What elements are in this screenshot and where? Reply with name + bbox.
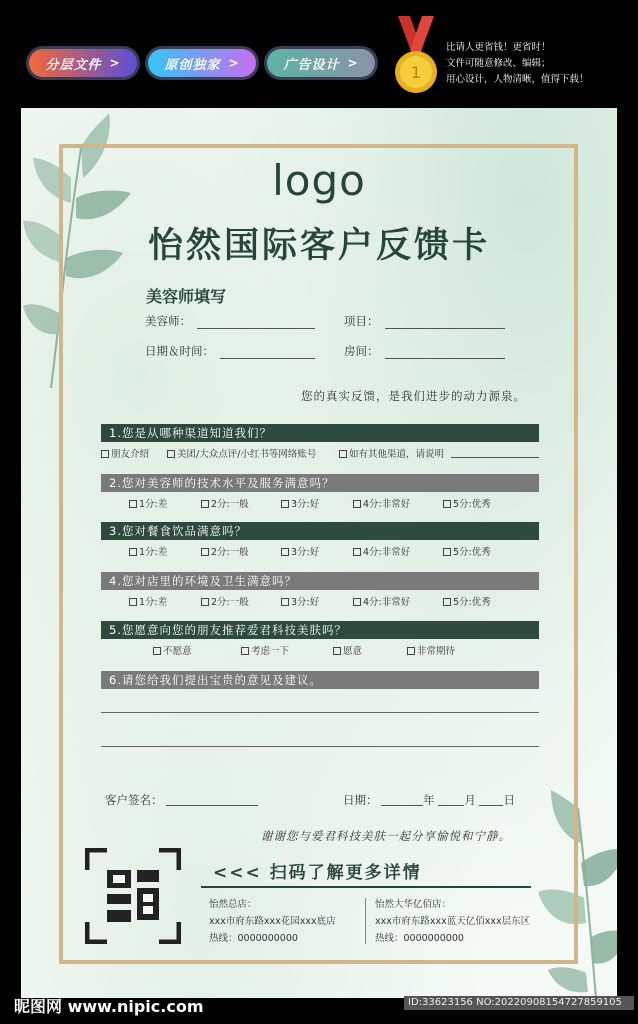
button-label: 分层文件 [45, 57, 102, 73]
promo-line: 比请人更省钱！更省时！ [446, 42, 551, 53]
blank-line[interactable] [220, 345, 315, 359]
layered-file-button[interactable] [26, 46, 140, 80]
room-field [344, 343, 505, 359]
checkbox[interactable] [333, 647, 341, 655]
blank-line[interactable] [438, 794, 464, 806]
blank-line[interactable] [479, 794, 503, 806]
question-2: 2.您对美容师的技术水平及服务满意吗？ [101, 474, 539, 492]
option-score[interactable] [353, 496, 410, 510]
option-score[interactable] [129, 544, 167, 558]
divider [201, 886, 531, 888]
blank-line[interactable] [451, 457, 539, 458]
question-4: 4.您对店里的环境及卫生满意吗？ [101, 572, 539, 590]
option-score[interactable] [353, 594, 410, 608]
checkbox[interactable] [443, 548, 451, 556]
question-5-options [153, 643, 543, 657]
date-month-label: 月 [464, 793, 476, 807]
store-main-info [209, 896, 336, 947]
option-label: 5分:优秀 [453, 547, 491, 558]
option-label: 1分:差 [139, 597, 168, 608]
store-address: xxx市府东路xxx蓝天亿佰xxx层东区 [375, 916, 531, 927]
promo-text [446, 40, 589, 88]
promo-line: 文件可随意修改、编辑； [446, 58, 551, 69]
option-label: 3分:好 [291, 597, 320, 608]
option-score[interactable] [129, 496, 167, 510]
svg-text:1: 1 [410, 63, 422, 82]
checkbox[interactable] [129, 548, 137, 556]
option-label: 2分:一般 [211, 547, 249, 558]
option-score[interactable] [281, 496, 319, 510]
checkbox[interactable] [201, 598, 209, 606]
store-name: 怡然总店： [209, 899, 257, 910]
page-title: 怡然国际客户反馈卡 [147, 226, 490, 266]
datetime-field [145, 343, 315, 359]
blank-line[interactable] [381, 794, 423, 806]
question-1: 1.您是从哪种渠道知道我们？ [101, 424, 539, 442]
qr-code-icon[interactable] [85, 848, 181, 944]
date-year-label: 年 [423, 793, 435, 807]
field-label: 日期： [343, 793, 378, 807]
option-score[interactable] [281, 544, 319, 558]
option-friend[interactable] [101, 446, 149, 460]
checkbox[interactable] [153, 647, 161, 655]
chevron-right-icon: > [109, 56, 121, 70]
top-banner [0, 0, 638, 108]
option-label: 2分:一般 [211, 597, 249, 608]
option-label: 非常期待 [417, 646, 456, 657]
field-label: 房间： [344, 344, 379, 358]
option-score[interactable] [443, 496, 491, 510]
store-name: 怡然大华亿佰店： [375, 899, 452, 910]
checkbox[interactable] [281, 500, 289, 508]
option-score[interactable] [201, 496, 249, 510]
option-score[interactable] [201, 594, 249, 608]
option-label: 3分:好 [291, 499, 320, 510]
checkbox[interactable] [101, 450, 109, 458]
button-label: 广告设计 [283, 57, 340, 73]
option-label: 考虑一下 [251, 646, 290, 657]
checkbox[interactable] [281, 548, 289, 556]
checkbox[interactable] [129, 598, 137, 606]
option-label: 不愿意 [163, 646, 192, 657]
option-willing[interactable] [333, 643, 362, 657]
option-score[interactable] [281, 594, 319, 608]
checkbox[interactable] [281, 598, 289, 606]
question-4-options [129, 594, 539, 608]
option-consider[interactable] [241, 643, 289, 657]
checkbox[interactable] [353, 548, 361, 556]
option-score[interactable] [353, 544, 410, 558]
ad-design-button[interactable] [264, 46, 378, 80]
option-label: 1分:差 [139, 547, 168, 558]
checkbox[interactable] [353, 500, 361, 508]
question-6: 6.请您给我们提出宝贵的意见及建议。 [101, 671, 539, 689]
option-looking-forward[interactable] [407, 643, 455, 657]
question-5: 5.您愿意向您的朋友推荐爱君科技美肤吗？ [101, 621, 539, 639]
option-unwilling[interactable] [153, 643, 192, 657]
checkbox[interactable] [241, 647, 249, 655]
option-label: 4分:非常好 [363, 499, 411, 510]
blank-line[interactable] [385, 315, 505, 329]
suggestion-line[interactable] [101, 712, 539, 713]
option-score[interactable] [201, 544, 249, 558]
section-label: 美容师填写 [146, 287, 227, 306]
checkbox[interactable] [201, 500, 209, 508]
option-label: 1分:差 [139, 499, 168, 510]
medal-icon [392, 16, 440, 96]
promo-line: 用心设计，人物清晰，值得下载！ [446, 74, 589, 85]
checkbox[interactable] [443, 598, 451, 606]
motto-text: 您的真实反馈，是我们进步的动力源泉。 [301, 389, 526, 403]
date-day-label: 日 [503, 793, 515, 807]
field-label: 客户签名： [105, 793, 163, 807]
option-label: 5分:优秀 [453, 499, 491, 510]
option-score[interactable] [129, 594, 167, 608]
option-label: 4分:非常好 [363, 597, 411, 608]
checkbox[interactable] [443, 500, 451, 508]
date-field [343, 792, 515, 808]
option-label: 2分:一般 [211, 499, 249, 510]
scan-more-text: <<< 扫码了解更多详情 [213, 863, 422, 883]
watermark-logo: 昵图网 www.nipic.com [14, 997, 204, 1016]
original-exclusive-button[interactable] [145, 46, 259, 80]
watermark-id: ID:33623156 NO:20220908154727859105 [404, 996, 634, 1010]
divider [365, 898, 366, 944]
option-score[interactable] [443, 544, 491, 558]
store-phone: 热线：0000000000 [209, 933, 298, 944]
suggestion-line[interactable] [101, 746, 539, 747]
store-address: xxx市府东路xxx花园xxx底店 [209, 916, 336, 927]
store-branch-info [375, 896, 530, 947]
option-label: 如有其他渠道，请说明 [349, 449, 445, 460]
logo-text: logo [272, 156, 366, 205]
blank-line[interactable] [385, 345, 505, 359]
chevron-right-icon: > [228, 56, 240, 70]
option-label: 美团/大众点评/小红书等网络账号 [177, 449, 317, 460]
question-2-options [129, 496, 539, 510]
option-label: 3分:好 [291, 547, 320, 558]
feedback-card-poster [21, 108, 617, 998]
checkbox[interactable] [407, 647, 415, 655]
blank-line[interactable] [166, 794, 258, 806]
option-label: 朋友介绍 [111, 449, 150, 460]
option-label: 4分:非常好 [363, 547, 411, 558]
checkbox[interactable] [129, 500, 137, 508]
option-score[interactable] [443, 594, 491, 608]
checkbox[interactable] [201, 548, 209, 556]
signature-field [105, 792, 258, 808]
checkbox[interactable] [339, 450, 347, 458]
project-field [344, 313, 505, 329]
chevron-right-icon: > [347, 56, 359, 70]
option-online[interactable] [167, 446, 316, 460]
option-label: 愿意 [343, 646, 363, 657]
checkbox[interactable] [167, 450, 175, 458]
field-label: 项目： [344, 314, 379, 328]
field-label: 日期＆时间： [145, 344, 214, 358]
checkbox[interactable] [353, 598, 361, 606]
question-3-options [129, 544, 539, 558]
option-label: 5分:优秀 [453, 597, 491, 608]
button-label: 原创独家 [164, 57, 221, 73]
option-other[interactable] [339, 446, 444, 460]
thanks-text: 谢谢您与爱君科技美肤一起分享愉悦和宁静。 [261, 829, 511, 843]
field-label: 美容师： [145, 314, 191, 328]
blank-line[interactable] [197, 315, 315, 329]
question-3: 3.您对餐食饮品满意吗？ [101, 522, 539, 540]
store-phone: 热线：0000000000 [375, 933, 464, 944]
beautician-field [145, 313, 315, 329]
